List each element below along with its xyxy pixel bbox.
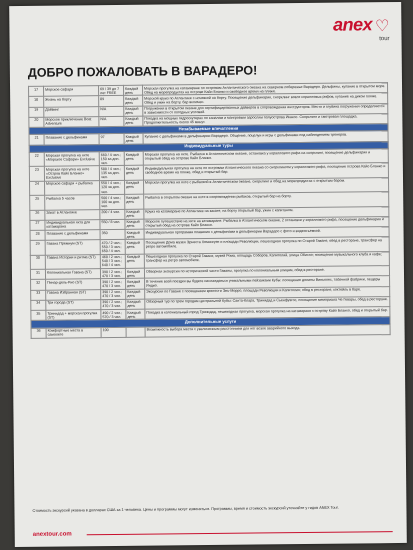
excursion-frequency: Каждый день [124,85,143,95]
excursion-price: 500 / 4 чел.; 100 за доп. чел. [100,195,125,210]
excursion-price: N/A [99,116,124,127]
excursion-price: 490 / 2 чел.; 570 / 3 чел. [101,309,126,320]
excursion-number: 22 [29,152,44,167]
excursion-number: 20 [29,117,44,127]
excursion-frequency: Каждый день [126,309,145,319]
excursion-frequency: Каждый день [125,209,144,219]
excursion-name: Тринидад + морская прогулка (ST) [46,310,101,321]
excursion-name: Плавание с дельфинами [45,230,100,241]
excursion-price: 550 / 8 чел. [100,219,125,230]
excursion-description: Морской круиз по Атлантике с ночевкой на борту. Посещение дельфинария, снорклинг возле коралловых рифов, купание на диком пляже. Обед и ужин на борту, бар включен. [143,93,388,106]
excursion-price: 100 [101,327,126,338]
excursion-description: Морская прогулка на яхте с рыбалкой в Атлантическом океане, снорклинг и обед на морепродуктах с открытым баром. [144,177,389,194]
excursion-frequency: Каждый день [124,106,143,116]
excursion-description: Рыбалка в открытом океане на яхте в сопровождении рыбаков, открытый бар на борту. [144,192,389,209]
excursion-number: 34 [31,300,46,310]
excursion-number: 30 [30,255,45,270]
excursion-description: Пешеходная прогулка по Старой Гаване, музей Рома, площадь Соборов, Капитолий, улица Обиспо; посещение музыкального клуба и кафе; трансфер на ретро автомобиле. [144,251,389,268]
excursion-frequency: Каждый день [125,240,144,255]
logo-subtitle: tour [379,35,390,42]
excursion-number: 17 [29,86,44,96]
excursion-price: 460 / 2 чел.; 540 / 3 чел.; 640 / 4 чел. [100,254,125,269]
excursion-frequency: Каждый день [126,289,145,299]
excursion-number: 24 [30,181,45,196]
excursion-name: Пинар-дель-Рио (ST) [46,279,101,290]
excursion-frequency: Каждый день [126,299,145,309]
excursion-description: Купание с дельфинами в дельфинарии Варадеро. Общение, поцелуи и игры с дельфинами под наблюдением тренеров. [143,131,388,144]
excursion-price: 97 [99,134,124,145]
excursion-name: Морское сафари [44,86,99,97]
excursion-price: 350 [100,229,125,240]
excursion-number: 32 [31,280,46,290]
excursion-frequency: Каждый день [125,194,144,209]
excursion-price: 580 / 4 чел.; 135 за доп. чел. [99,166,124,181]
excursion-name: Три города (ST) [46,299,101,310]
excursion-price: 200 / 4 чел. [100,209,125,220]
excursion-number: 28 [30,230,45,240]
excursion-price: 470 / 2 чел.; 550 / 3 чел.; 650 / 4 чел. [100,240,125,255]
excursion-price: 390 / 2 чел.; 470 / 3 чел. [100,268,125,279]
excursion-description: Обзорная экскурсия по исторической части Гаваны, прогулка по колониальным улицам, обед в ресторане. [144,266,389,279]
excursion-frequency: Каждый день [124,116,143,126]
excursion-name: Гавана Истории и ритма (ST) [45,254,100,269]
excursion-description: Круиз на катамаране по Атлантике на закате, на борту открытый бар, ужин с капитаном. [144,206,389,219]
excursion-description: Индивидуальная прогулка на яхте по островам Атлантического океана со снорклингом у кораллового рифа, посещение острова Кайо Бланко и свободное время на пляже, обед и открытый бар. [143,163,388,180]
excursion-description: Морская прогулка на катамаране по островам Атлантического океана на северном побережье Варадеро. Дельфины, купание в открытом море. Обед на морепродуктах на острове Кайо Бланко и свободное время на пляже. [143,83,388,96]
excursion-name: Гавана Избранная (ST) [46,289,101,300]
excursion-frequency: Каждый день [125,254,144,269]
excursion-frequency: Каждый день [124,151,143,166]
excursion-name: Морская прогулка на яхте «Остров Кайо Бланко» Exclusive [44,166,99,181]
footnote: Стоимость экскурсий указана в долларах США за 1 человека. Цены и программы могут изменяться. Программы, время и стоимость экскурсий уточняйте у гидов ANEX Tour. [32,505,339,513]
excursion-price: 390 / 2 чел.; 470 / 3 чел. [101,289,126,300]
excursion-number: 35 [31,310,46,320]
excursion-number: 27 [30,220,45,230]
excursion-frequency: Каждый день [125,180,144,195]
excursion-name: Жизнь на борту [44,96,99,107]
excursion-number: 36 [31,328,46,338]
logo-word: anex [332,14,373,35]
excursion-description: Погружения в открытом океане для сертифицированных дайверов в сопровождении инструкторов. Место и глубина погружения определяются в зависимости от погодных условий. [143,103,388,116]
excursion-frequency: Каждый день [124,134,143,144]
excursion-number: 25 [30,195,45,210]
excursion-name: Индивидуальная яхта для катамарана [45,219,100,230]
excursion-price: 89 [99,96,124,107]
excursions-table [28,82,391,339]
excursion-number: 31 [30,269,45,279]
excursion-number: 23 [29,167,44,182]
excursion-number: 26 [30,210,45,220]
welcome-sheet [9,2,407,547]
excursion-name: Морское приключение Boat Adventure [44,116,99,127]
excursion-name: Морское сафари + рыбалка [45,180,100,195]
excursion-description: Поездка в колониальный город Тринидад, пешеходная прогулка, морская прогулка на катамаране к острову Кайо Бланко, обед и открытый бар. [145,307,390,320]
excursion-description: Морская прогулка на яхте. Рыбалка в Атлантическом океане, остановка у кораллового рифа на снорклинг, посещение дельфинария и открытый обед на острове Кайо Бланко. [143,149,388,166]
excursion-description: В течение всей поездки вы будете наслаждаться уникальными пейзажами Кубы: посещение долины Виньялес, табачной фабрики, пещеры Индио. [145,276,390,289]
excursion-price: 390 / 2 чел.; 470 / 3 чел. [101,299,126,310]
excursion-name: Плавание с дельфинами [44,134,99,145]
section-title: Незабываемые впечатления [29,124,388,135]
excursion-name: Колониальная Гавана (ST) [45,269,100,280]
excursion-name: Рыбалка 5 часов [45,195,100,210]
excursion-price: 390 / 2 чел.; 470 / 3 чел. [101,279,126,290]
excursion-frequency: Каждый день [125,219,144,229]
excursion-description: Посещение Дома музея Эрнеста Хемингуэя и площади Революции, пешеходная прогулка по Старой Гаване, обед в ресторане, трансфер на ретро автомобиле. [144,237,389,254]
anex-tour-logo [333,14,390,42]
excursion-number: 19 [29,107,44,117]
excursion-price: 550 / 4 чел.; 120 за доп. чел. [100,180,125,195]
section-title: Дополнительные услуги [31,317,390,328]
excursion-name: Морская прогулка на яхте «Морское Сафари» Exclusive [44,152,99,167]
excursion-number: 33 [31,290,46,300]
page-title: ДОБРО ПОЖАЛОВАТЬ В ВАРАДЕРО! [27,63,258,80]
excursion-number: 18 [29,96,44,106]
excursion-name: Гавана Премиум (ST) [45,240,100,255]
excursion-frequency: Каждый день [126,279,145,289]
excursion-description: Морское путешествие на яхте на катамаране. Рыбалка в Атлантическом океане, 2 остановки у кораллового рифа, посещение дельфинария и открытый обед на острове Кайо Бланко. [144,216,389,229]
excursion-name: Комфортные места в самолете [46,327,101,338]
excursion-frequency: Каждый день [125,229,144,239]
heart-icon: ♡ [374,17,390,36]
excursion-description: Экскурсия по Гаване с посещением крепости Эль-Морро, площади Революции и Капитолия; обед в ресторане, коктейль в баре. [145,286,390,299]
excursion-frequency: Каждый день [125,268,144,278]
excursion-description: Возможность выбора места с увеличенным расстоянием для ног возле аварийного выхода. [145,324,390,337]
excursion-price: 660 / 4 чел.; 150 за доп. чел. [99,151,124,166]
section-title: Индивидуальные туры [29,141,388,152]
excursion-price: 69 / 39 до 7 лет FREE [99,85,124,96]
excursion-name: Дайвинг [44,106,99,117]
excursion-number: 21 [29,135,44,145]
excursion-description: Обзорный тур по трем городам центральной Кубы: Санта-Клара, Тринидад и Сьенфуэгос, посещение мемориала Че Гевары, обед в ресторане. [145,296,390,309]
excursion-frequency: Каждый день [124,95,143,105]
excursion-name: Закат в Атлантике [45,209,100,220]
footer-url[interactable]: anextour.com [32,531,72,538]
excursion-description: Поездка на мощных гидроскутерах по каналам и мангровым зарослям полуострова Икакос. Снорклинг и смотровая площадка. Продолжительность около 45 минут. [143,113,388,126]
excursion-frequency: Каждый день [124,166,143,181]
excursion-price: N/A [99,106,124,117]
excursion-frequency [126,327,145,337]
excursion-description: Индивидуальная программа плавания с дельфинами в дельфинарии Варадеро с фото и видеосъемкой. [144,227,389,240]
footer-divider [87,531,393,535]
excursion-number: 29 [30,241,45,256]
